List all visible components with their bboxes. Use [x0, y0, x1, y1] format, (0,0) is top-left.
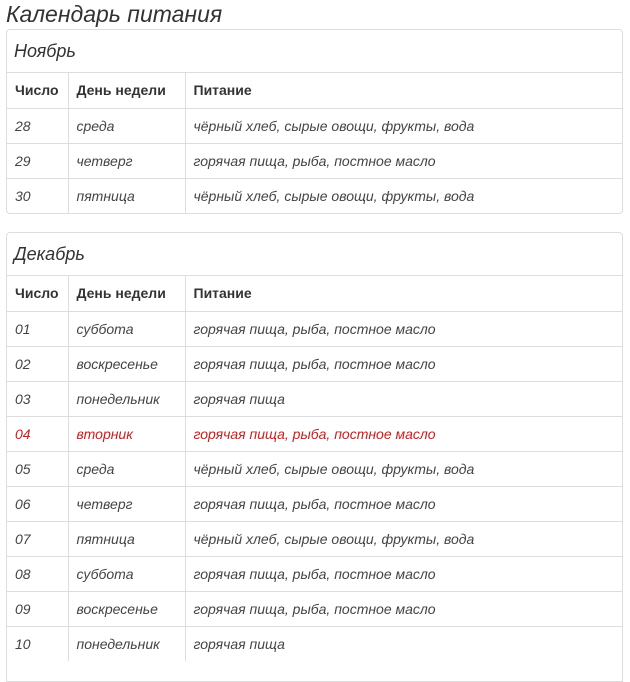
table-header-row [7, 276, 622, 311]
month-heading: Декабрь [7, 233, 622, 276]
cell-food: чёрный хлеб, сырые овощи, фрукты, вода [185, 521, 622, 556]
table-row [7, 451, 622, 486]
month-heading: Ноябрь [7, 30, 622, 73]
cell-day: 08 [7, 556, 68, 591]
cell-food: горячая пища, рыба, постное масло [185, 486, 622, 521]
table-header-row [7, 73, 622, 108]
cell-food: чёрный хлеб, сырые овощи, фрукты, вода [185, 451, 622, 486]
column-header-weekday: День недели [68, 276, 185, 311]
cell-weekday: вторник [68, 416, 185, 451]
column-header-food: Питание [185, 73, 622, 108]
cell-food: горячая пища, рыба, постное масло [185, 556, 622, 591]
table-row [7, 591, 622, 626]
cell-food: горячая пища, рыба, постное масло [185, 311, 622, 346]
cell-weekday: пятница [68, 178, 185, 213]
cell-day: 06 [7, 486, 68, 521]
table-row [7, 521, 622, 556]
cell-weekday: среда [68, 451, 185, 486]
cell-day: 09 [7, 591, 68, 626]
nutrition-table [7, 73, 622, 213]
cell-food: чёрный хлеб, сырые овощи, фрукты, вода [185, 178, 622, 213]
table-row [7, 346, 622, 381]
cell-food: горячая пища, рыба, постное масло [185, 416, 622, 451]
table-row [7, 556, 622, 591]
cell-day: 05 [7, 451, 68, 486]
cell-weekday: воскресенье [68, 591, 185, 626]
cell-weekday: среда [68, 108, 185, 143]
column-header-day: Число [7, 276, 68, 311]
cell-day: 30 [7, 178, 68, 213]
cell-day: 07 [7, 521, 68, 556]
column-header-weekday: День недели [68, 73, 185, 108]
cell-day: 01 [7, 311, 68, 346]
table-row [7, 178, 622, 213]
column-header-day: Число [7, 73, 68, 108]
cell-food: горячая пища, рыба, постное масло [185, 346, 622, 381]
column-header-food: Питание [185, 276, 622, 311]
cell-weekday: пятница [68, 521, 185, 556]
cell-food: горячая пища, рыба, постное масло [185, 143, 622, 178]
table-row [7, 311, 622, 346]
cell-weekday: четверг [68, 486, 185, 521]
cell-food: горячая пища, рыба, постное масло [185, 591, 622, 626]
table-row [7, 108, 622, 143]
table-row [7, 143, 622, 178]
cell-weekday: суббота [68, 311, 185, 346]
cell-food: горячая пища [185, 381, 622, 416]
cell-weekday: четверг [68, 143, 185, 178]
table-row [7, 381, 622, 416]
table-row [7, 626, 622, 661]
cell-day: 03 [7, 381, 68, 416]
month-panel-november [6, 29, 623, 214]
cell-day: 28 [7, 108, 68, 143]
cell-day: 29 [7, 143, 68, 178]
cell-weekday: воскресенье [68, 346, 185, 381]
page-title: Календарь питания [6, 1, 223, 27]
month-panel-december [6, 232, 623, 682]
cell-day: 10 [7, 626, 68, 661]
cell-day: 02 [7, 346, 68, 381]
cell-weekday: суббота [68, 556, 185, 591]
table-row [7, 416, 622, 451]
table-row [7, 486, 622, 521]
cell-weekday: понедельник [68, 381, 185, 416]
nutrition-table [7, 276, 622, 661]
cell-day: 04 [7, 416, 68, 451]
cell-food: чёрный хлеб, сырые овощи, фрукты, вода [185, 108, 622, 143]
cell-food: горячая пища [185, 626, 622, 661]
cell-weekday: понедельник [68, 626, 185, 661]
